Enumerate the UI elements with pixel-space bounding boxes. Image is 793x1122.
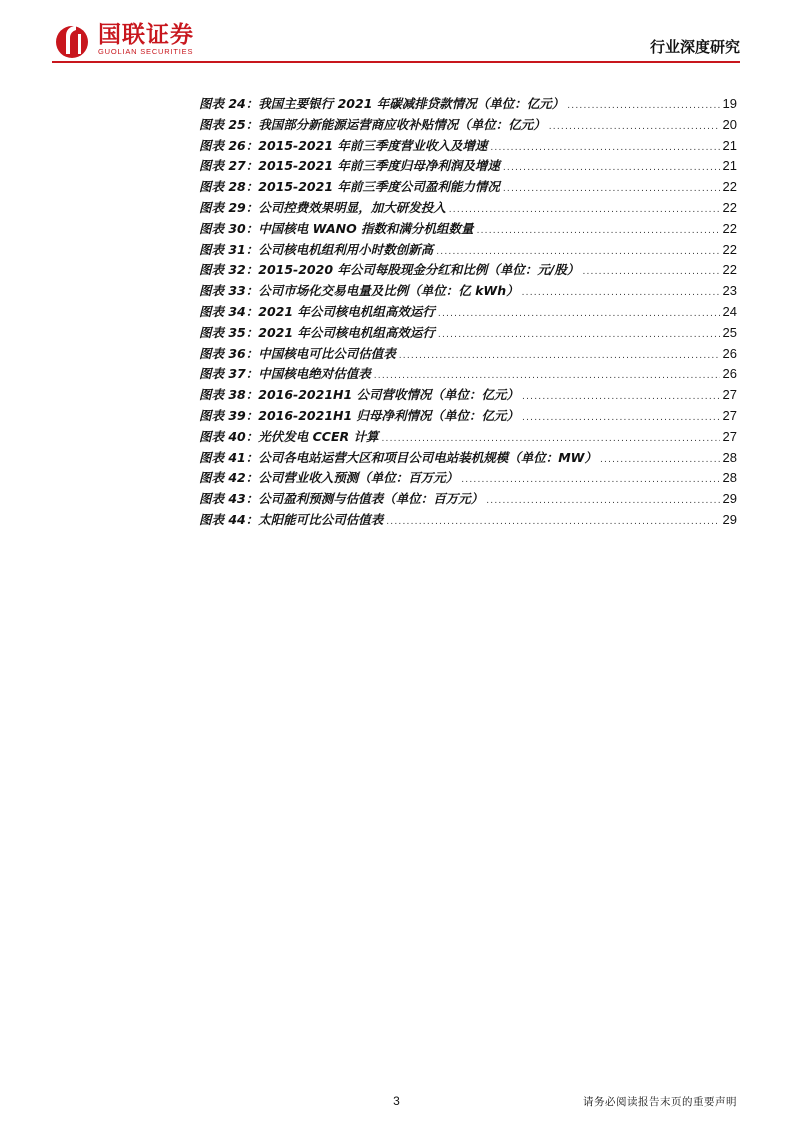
- toc-entry-page: 22: [722, 220, 737, 236]
- toc-leader-dots: [399, 346, 720, 367]
- toc-entry-label: 图表 31：公司核电机组利用小时数创新高: [199, 241, 434, 257]
- toc-entry[interactable]: [199, 385, 737, 406]
- toc-entry-page: 21: [722, 137, 737, 153]
- toc-leader-dots: [438, 325, 720, 346]
- toc-entry[interactable]: [199, 219, 737, 240]
- toc-entry[interactable]: [199, 468, 737, 489]
- toc-entry-label: 图表 37：中国核电绝对估值表: [199, 366, 371, 382]
- toc-leader-dots: [503, 179, 720, 200]
- toc-leader-dots: [461, 470, 719, 491]
- toc-entry-label: 图表 44：太阳能可比公司估值表: [199, 511, 384, 527]
- footer-disclaimer: 请务必阅读报告末页的重要声明: [583, 1096, 737, 1108]
- page-number: 3: [393, 1094, 400, 1108]
- toc-leader-dots: [522, 408, 720, 429]
- toc-entry-label: 图表 43：公司盈利预测与估值表（单位：百万元）: [199, 491, 484, 507]
- toc-leader-dots: [503, 158, 720, 179]
- toc-entry-label: 图表 36：中国核电可比公司估值表: [199, 345, 396, 361]
- toc-entry-page: 26: [722, 345, 737, 361]
- report-type: 行业深度研究: [649, 38, 740, 56]
- toc-leader-dots: [490, 138, 719, 159]
- toc-entry[interactable]: [199, 510, 737, 531]
- toc-leader-dots: [449, 200, 720, 221]
- toc-entry-page: 21: [722, 158, 737, 174]
- toc-entry[interactable]: [199, 302, 737, 323]
- toc-entry[interactable]: [199, 156, 737, 177]
- toc-entry-label: 图表 34：2021 年公司核电机组高效运行: [199, 303, 435, 319]
- toc-entry-page: 24: [722, 303, 737, 319]
- toc-leader-dots: [522, 283, 720, 304]
- toc-leader-dots: [381, 429, 719, 450]
- toc-entry[interactable]: [199, 344, 737, 365]
- toc-leader-dots: [600, 450, 720, 471]
- toc-entry[interactable]: [199, 406, 737, 427]
- toc-entry-page: 27: [722, 407, 737, 423]
- toc-entry-page: 22: [722, 199, 737, 215]
- toc-entry[interactable]: [199, 115, 737, 136]
- toc-entry-label: 图表 27：2015-2021 年前三季度归母净利润及增速: [199, 158, 500, 174]
- toc-leader-dots: [477, 221, 720, 242]
- toc-entry-label: 图表 30：中国核电 WANO 指数和满分机组数量: [199, 220, 474, 236]
- guolian-logo-icon: [52, 20, 92, 60]
- toc-entry-page: 23: [722, 283, 737, 299]
- toc-entry[interactable]: [199, 427, 737, 448]
- toc-entry-page: 27: [722, 428, 737, 444]
- toc-leader-dots: [436, 242, 719, 263]
- toc-entry-label: 图表 39：2016-2021H1 归母净利情况（单位：亿元）: [199, 407, 520, 423]
- toc-entry[interactable]: [199, 136, 737, 157]
- toc-entry[interactable]: [199, 489, 737, 510]
- toc-leader-dots: [386, 512, 719, 533]
- toc-entry-page: 29: [722, 511, 737, 527]
- toc-entry-page: 27: [722, 387, 737, 403]
- toc-entry-label: 图表 26：2015-2021 年前三季度营业收入及增速: [199, 137, 488, 153]
- toc-entry[interactable]: [199, 94, 737, 115]
- toc-entry-page: 28: [722, 470, 737, 486]
- page-header: [52, 14, 740, 64]
- toc-entry-label: 图表 41：公司各电站运营大区和项目公司电站装机规模（单位：MW）: [199, 449, 597, 465]
- toc-leader-dots: [438, 304, 720, 325]
- toc-entry-label: 图表 33：公司市场化交易电量及比例（单位：亿 kWh）: [199, 283, 519, 299]
- toc-leader-dots: [567, 96, 719, 117]
- logo-chinese-name: 国联证券: [98, 22, 194, 48]
- toc-entry-page: 22: [722, 262, 737, 278]
- toc-entry[interactable]: [199, 240, 737, 261]
- toc-entry-label: 图表 25：我国部分新能源运营商应收补贴情况（单位：亿元）: [199, 116, 546, 132]
- toc-entry-page: 29: [722, 491, 737, 507]
- toc-entry-page: 28: [722, 449, 737, 465]
- company-logo: [52, 20, 194, 60]
- toc-leader-dots: [486, 491, 719, 512]
- toc-entry[interactable]: [199, 364, 737, 385]
- toc-entry-label: 图表 40：光伏发电 CCER 计算: [199, 428, 379, 444]
- toc-leader-dots: [549, 117, 720, 138]
- toc-entry-label: 图表 24：我国主要银行 2021 年碳减排贷款情况（单位：亿元）: [199, 96, 565, 111]
- toc-leader-dots: [522, 387, 720, 408]
- toc-entry-label: 图表 35：2021 年公司核电机组高效运行: [199, 324, 435, 340]
- figure-list: [199, 94, 737, 531]
- toc-entry-label: 图表 32：2015-2020 年公司每股现金分红和比例（单位：元/股）: [199, 262, 580, 278]
- toc-entry[interactable]: [199, 323, 737, 344]
- header-divider: [52, 61, 740, 63]
- toc-leader-dots: [374, 366, 720, 387]
- toc-entry-page: 25: [722, 324, 737, 340]
- toc-entry-label: 图表 42：公司营业收入预测（单位：百万元）: [199, 470, 459, 486]
- toc-entry-label: 图表 38：2016-2021H1 公司营收情况（单位：亿元）: [199, 387, 520, 403]
- toc-entry[interactable]: [199, 177, 737, 198]
- toc-entry[interactable]: [199, 260, 737, 281]
- toc-entry-page: 22: [722, 179, 737, 195]
- toc-entry-page: 20: [722, 116, 737, 132]
- toc-entry-page: 26: [722, 366, 737, 382]
- toc-entry-label: 图表 29：公司控费效果明显，加大研发投入: [199, 199, 446, 215]
- toc-entry-page: 22: [722, 241, 737, 257]
- toc-entry-page: 19: [722, 96, 737, 111]
- toc-leader-dots: [582, 262, 719, 283]
- toc-entry[interactable]: [199, 198, 737, 219]
- toc-entry[interactable]: [199, 448, 737, 469]
- toc-entry[interactable]: [199, 281, 737, 302]
- logo-english-name: GUOLIAN SECURITIES: [98, 47, 194, 56]
- toc-entry-label: 图表 28：2015-2021 年前三季度公司盈利能力情况: [199, 179, 500, 195]
